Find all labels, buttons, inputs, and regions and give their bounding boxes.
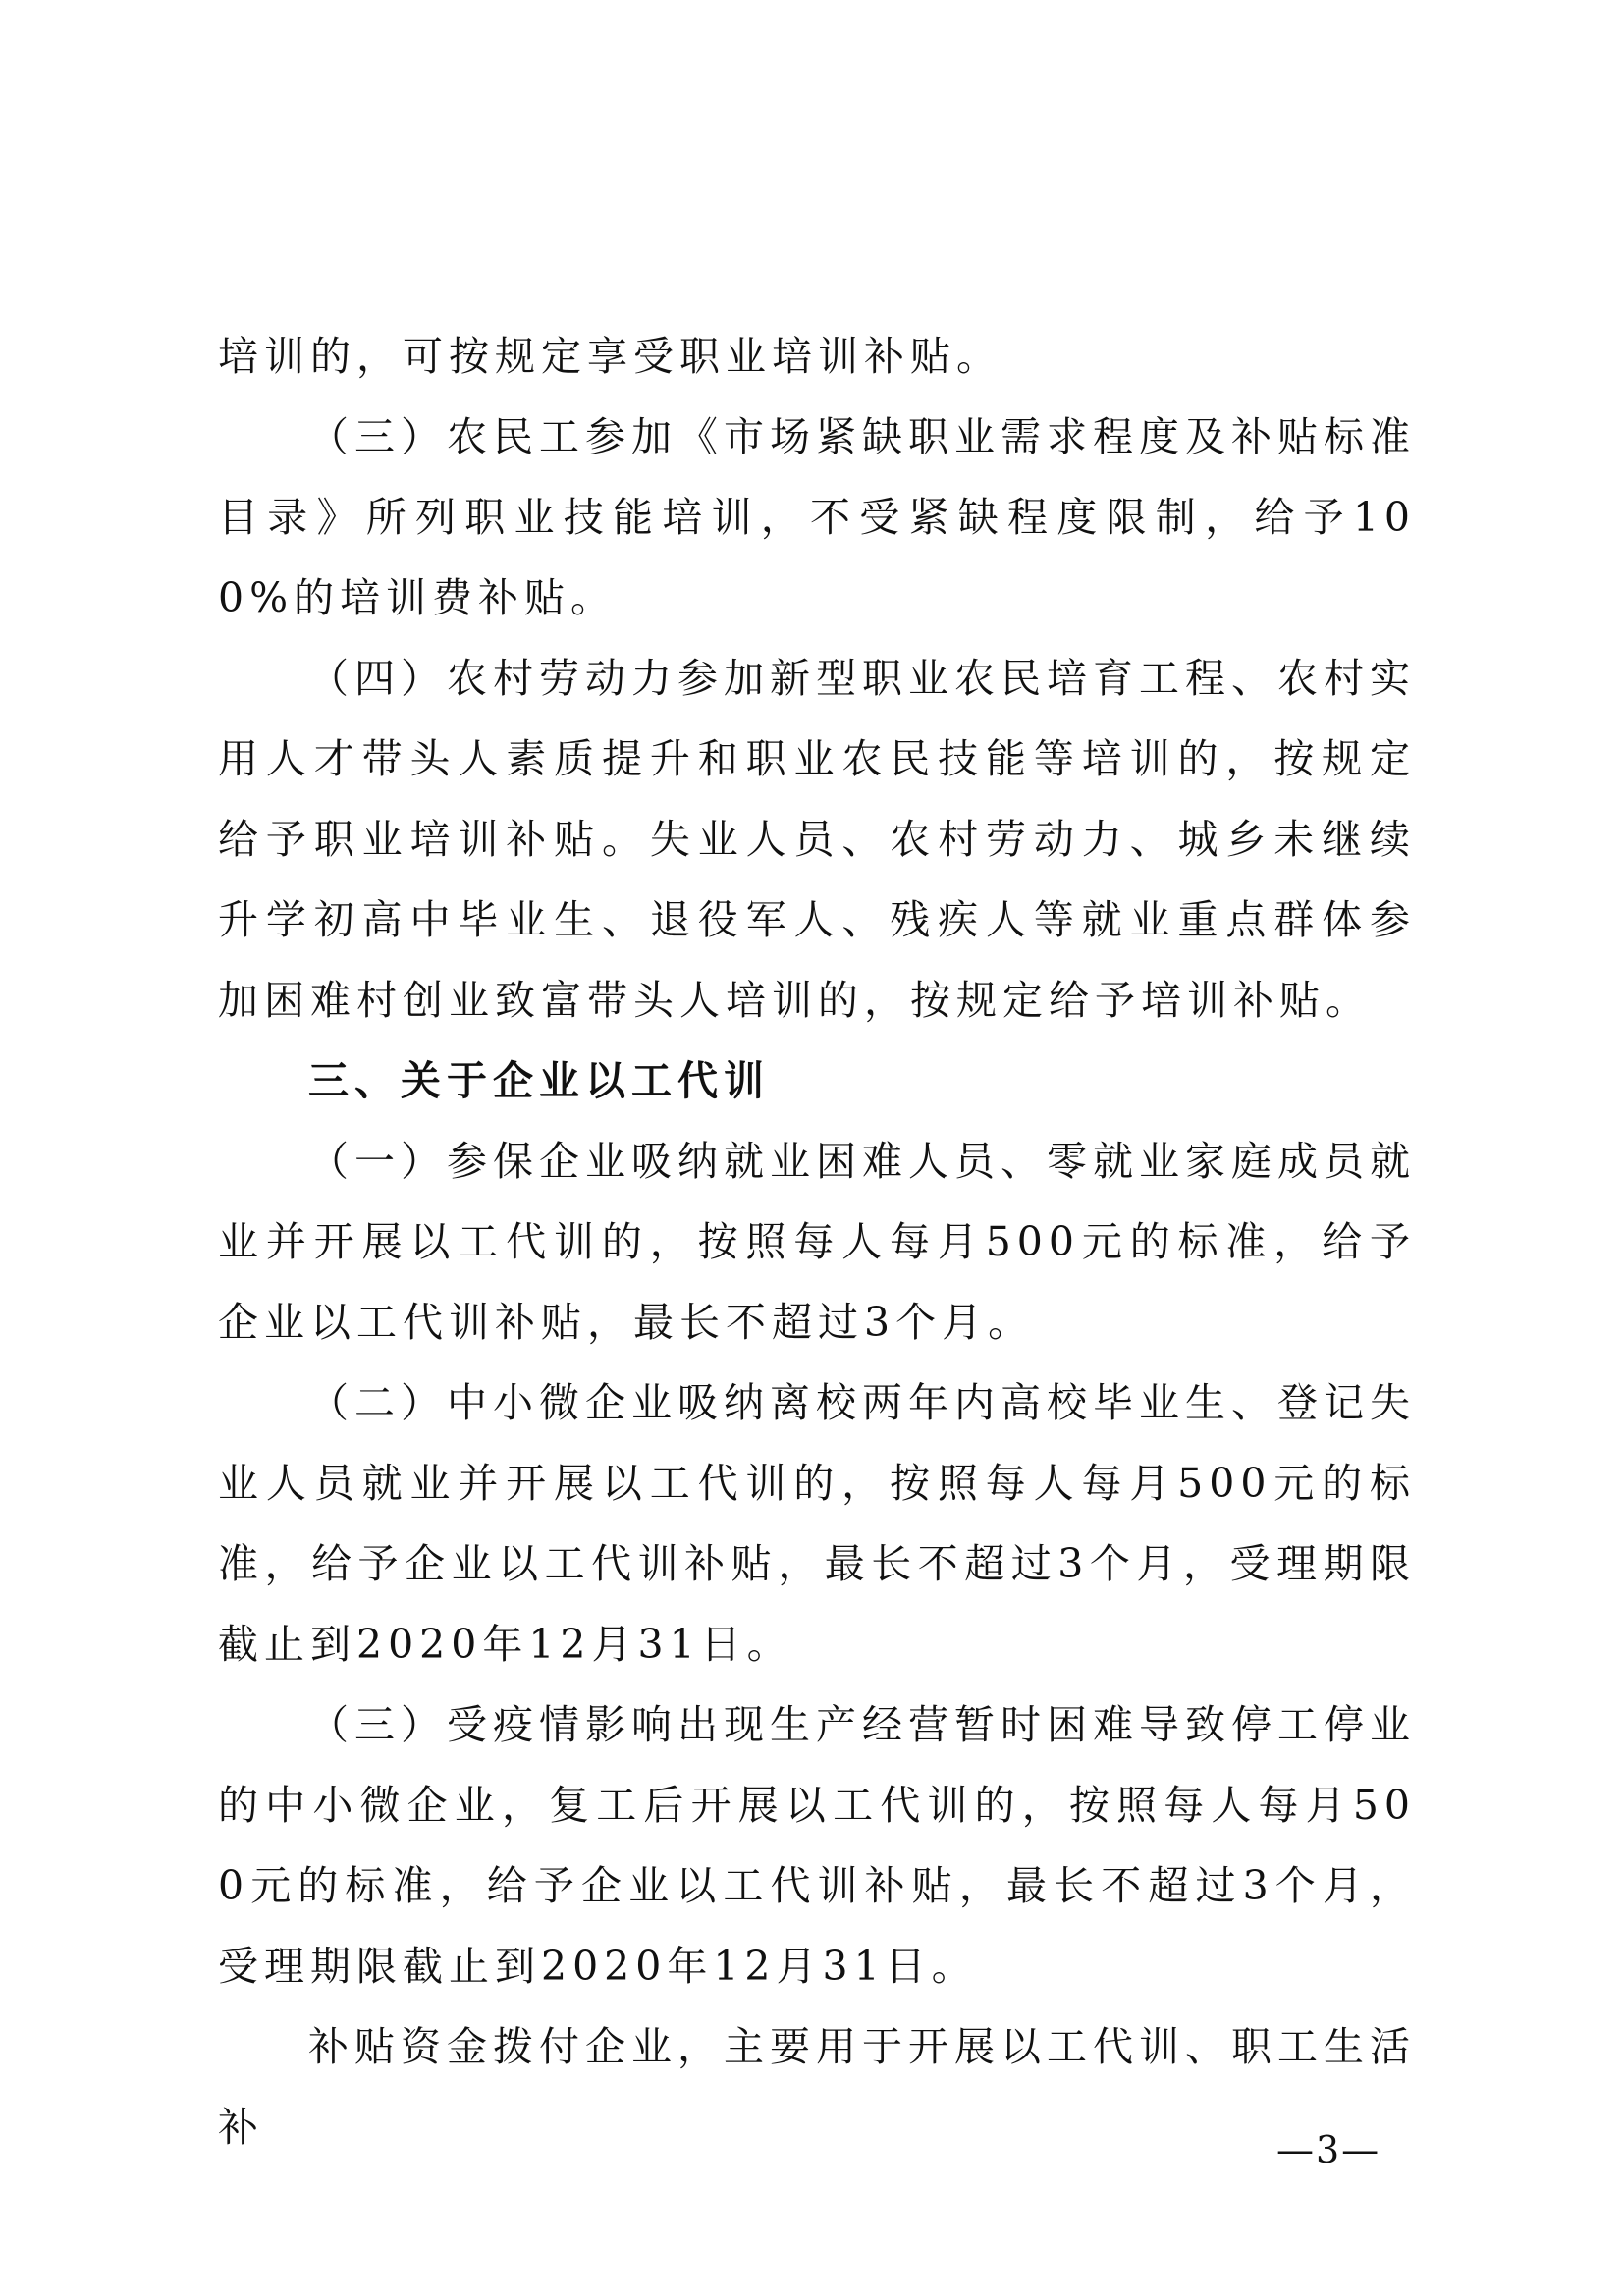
page-number: —3— xyxy=(1276,2128,1381,2171)
section-heading-work-training: 三、关于企业以工代训 xyxy=(308,1057,770,1104)
paragraph-section3-item-1: （一）参保企业吸纳就业困难人员、零就业家庭成员就业并开展以工代训的，按照每人每月500元的标准，给予企业以工代训补贴，最长不超过3个月。 xyxy=(218,1138,1416,1346)
paragraph-section3-item-2: （二）中小微企业吸纳离校两年内高校毕业生、登记失业人员就业并开展以工代训的，按照每人每月500元的标准，给予企业以工代训补贴，最长不超过3个月，受理期限截止到2020年12月31日。 xyxy=(218,1379,1416,1668)
paragraph-item-3-migrant-workers: （三）农民工参加《市场紧缺职业需求程度及补贴标准目录》所列职业技能培训，不受紧缺程度限制，给予100%的培训费补贴。 xyxy=(218,413,1416,621)
body-text xyxy=(218,316,1416,2167)
paragraph-section3-item-3: （三）受疫情影响出现生产经营暂时困难导致停工停业的中小微企业，复工后开展以工代训的，按照每人每月500元的标准，给予企业以工代训补贴，最长不超过3个月，受理期限截止到2020年12月31日。 xyxy=(218,1701,1416,1990)
paragraph-subsidy-funds: 补贴资金拨付企业，主要用于开展以工代训、职工生活补 xyxy=(218,2023,1416,2151)
paragraph-item-4-rural-labor: （四）农村劳动力参加新型职业农民培育工程、农村实用人才带头人素质提升和职业农民技能等培训的，按规定给予职业培训补贴。失业人员、农村劳动力、城乡未继续升学初高中毕业生、退役军人、残疾人等就业重点群体参加困难村创业致富带头人培训的，按规定给予培训补贴。 xyxy=(218,655,1416,1024)
paragraph-continuation: 培训的，可按规定享受职业培训补贴。 xyxy=(218,333,1002,380)
